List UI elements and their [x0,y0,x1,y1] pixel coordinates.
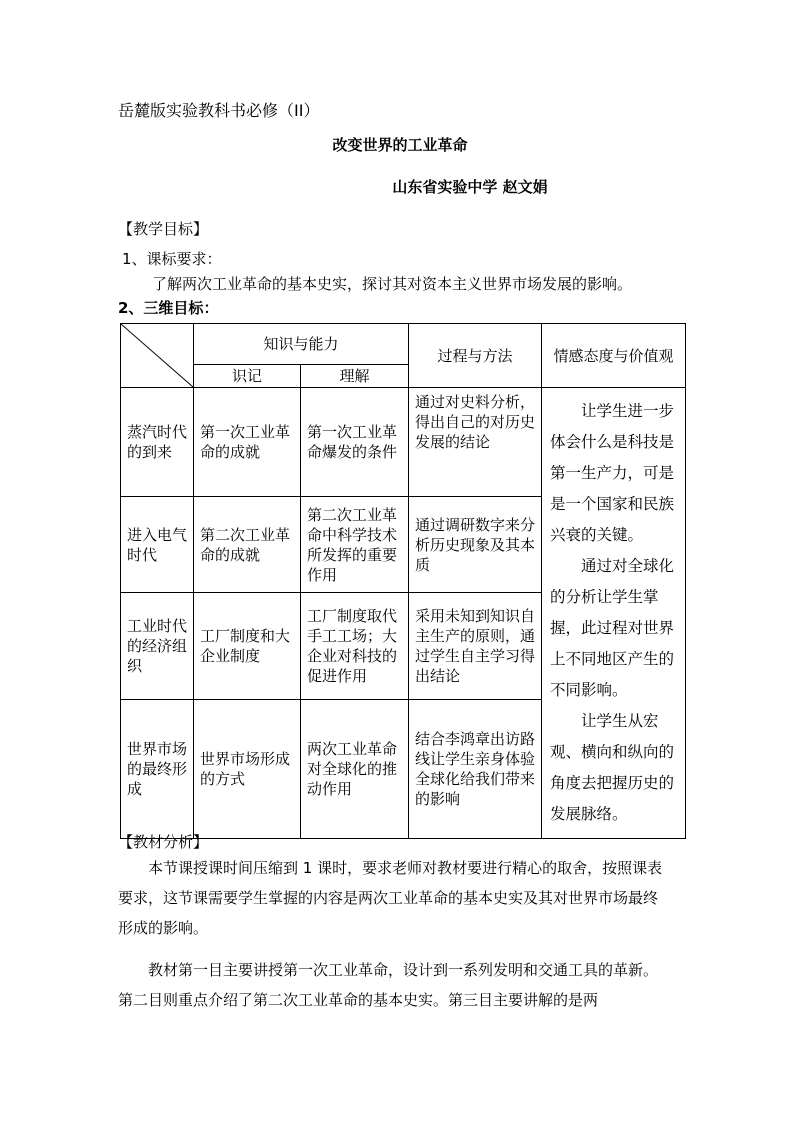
understand-cell: 第一次工业革命爆发的条件 [301,388,409,497]
curriculum-text: 了解两次工业革命的基本史实，探讨其对资本主义世界市场发展的影响。 [152,275,633,293]
emotion-cell [542,388,686,839]
understand-header: 理解 [301,365,409,388]
remember-cell: 世界市场形成的方式 [194,699,301,838]
diagonal-line [121,324,193,387]
process-cell: 通过对史料分析，得出自己的对历史发展的结论 [409,388,542,497]
topic-cell: 世界市场的最终形成 [121,699,194,838]
understand-cell: 工厂制度取代手工工场；大企业对科技的促进作用 [301,592,409,699]
understand-cell: 第二次工业革命中科学技术所发挥的重要作用 [301,497,409,593]
diagonal-header-cell [121,324,194,388]
process-header: 过程与方法 [409,324,542,388]
curriculum-label: 1、课标要求： [122,250,222,268]
emotion-paragraph: 通过对全球化的分析让学生掌握，此过程对世界上不同地区产生的不同影响。 [550,557,675,699]
lesson-title: 改变世界的工业革命 [332,136,468,154]
remember-cell: 工厂制度和大企业制度 [194,592,301,699]
emotion-paragraph: 让学生进一步体会什么是科技是第一生产力，可是是一个国家和民族兴衰的关键。 [550,402,675,544]
remember-cell: 第一次工业革命的成就 [194,388,301,497]
analysis-heading: 【教材分析】 [118,833,209,851]
three-dim-label: 2、三维目标： [118,299,219,317]
topic-cell: 进入电气时代 [121,497,194,593]
school-author: 山东省实验中学 赵文娟 [392,178,548,196]
analysis-paragraph-1: 本节课授课时间压缩到 1 课时，要求老师对教材要进行精心的取舍，按照课表要求，这节课需要学生掌握的内容是两次工业革命的基本史实及其对世界市场最终形成的影响。 [118,859,663,937]
emotion-paragraph: 让学生从宏观、横向和纵向的角度去把握历史的发展脉络。 [550,712,675,823]
remember-header: 识记 [194,365,301,388]
understand-cell: 两次工业革命对全球化的推动作用 [301,699,409,838]
process-cell: 通过调研数字来分析历史现象及其本质 [409,497,542,593]
topic-cell: 蒸汽时代的到来 [121,388,194,497]
remember-cell: 第二次工业革命的成就 [194,497,301,593]
topic-cell: 工业时代的经济组织 [121,592,194,699]
knowledge-header: 知识与能力 [194,324,409,365]
process-cell: 采用未知到知识自主生产的原则，通过学生自主学习得出结论 [409,592,542,699]
objectives-table [120,323,686,839]
process-cell: 结合李鸿章出访路线让学生亲身体验全球化给我们带来的影响 [409,699,542,838]
objectives-heading: 【教学目标】 [118,220,209,238]
analysis-paragraph-2: 教材第一目主要讲授第一次工业革命，设计到一系列发明和交通工具的革新。第二目则重点介绍了第二次工业革命的基本史实。第三目主要讲解的是两 [118,961,659,1009]
emotion-header: 情感态度与价值观 [542,324,686,388]
textbook-series: 岳麓版实验教科书必修（II） [118,101,320,120]
